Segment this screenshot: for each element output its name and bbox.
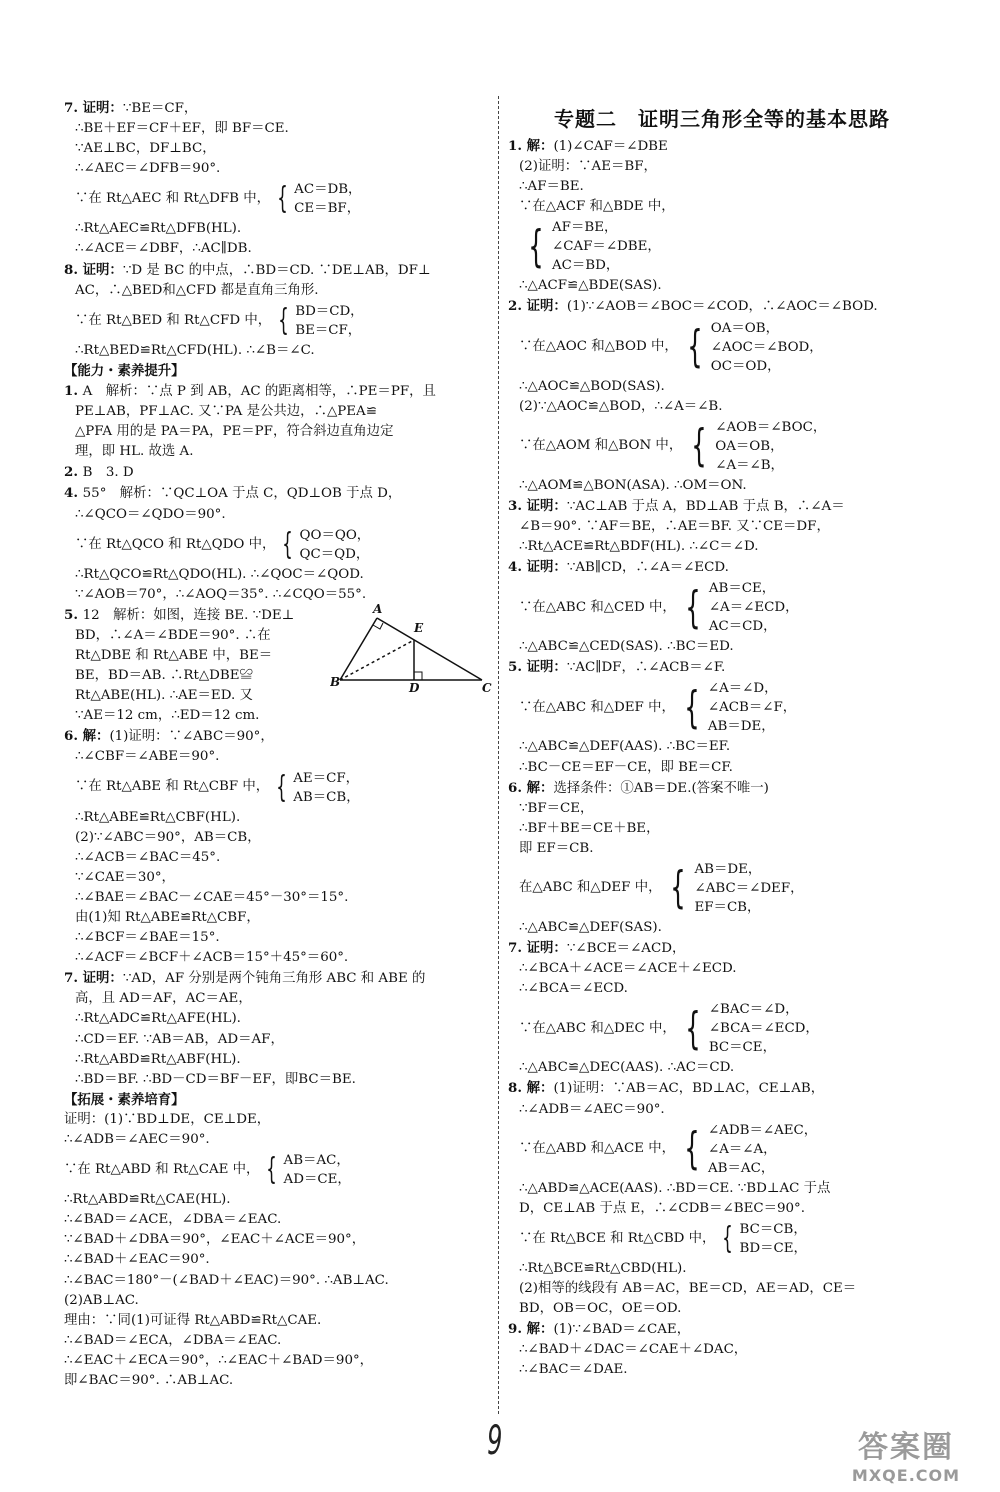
answer-line: ∴∠ACB＝∠BAC＝45°. xyxy=(75,849,221,865)
equation-system xyxy=(64,1151,489,1189)
system-intro: ∵在△ABC 和△DEF 中， xyxy=(519,699,675,715)
answer-line: 7. 证明：∵BE＝CF， xyxy=(64,100,198,116)
answer-line: ∴∠BCA＋∠ACE＝∠ACE＋∠ECD. xyxy=(519,961,737,977)
item-number: 1. 解： xyxy=(508,138,554,154)
answer-line: ∴∠ACF＝∠BCF＋∠ACB＝15°＋45°＝60°. xyxy=(75,950,349,966)
item-number: 3. 证明： xyxy=(508,497,567,514)
answer-line: (2)AB⊥AC. xyxy=(64,1292,139,1308)
item-number: 5. xyxy=(64,606,83,623)
answer-line: ∴△ABC≌△DEF(SAS). xyxy=(519,919,662,935)
system-intro: ∵在△ABC 和△CED 中， xyxy=(519,599,676,615)
system-row: QO＝QO， xyxy=(299,527,371,543)
equation-system xyxy=(508,579,936,636)
right-angle-d xyxy=(414,672,422,680)
item-number: 7. 证明： xyxy=(64,100,123,116)
answer-line: 证明：(1)∵BD⊥DE，CE⊥DE， xyxy=(64,1111,271,1127)
system-row: BC＝CB， xyxy=(739,1221,807,1237)
item-number: 9. 解： xyxy=(508,1321,554,1338)
answer-line: 即 EF＝CB. xyxy=(519,840,594,856)
answer-line: ∵AE＝12 cm，∴ED＝12 cm. xyxy=(75,708,260,724)
answer-line: ∴△ACF≌△BDE(SAS). xyxy=(519,278,662,294)
answer-line: (2)相等的线段有 AB＝AC，BE＝CD，AE＝AD，CE＝ xyxy=(519,1280,857,1296)
system-row: OA＝OB， xyxy=(715,438,784,454)
answer-line: ∴Rt△ABD≌Rt△CAE(HL). xyxy=(64,1192,231,1208)
system-row: ∠A＝∠ECD， xyxy=(708,600,799,616)
answer-line: 由(1)知 Rt△ABE≌Rt△CBF， xyxy=(75,910,260,925)
answer-line: ∴Rt△ADC≌Rt△AFE(HL). xyxy=(75,1011,241,1027)
watermark xyxy=(818,1430,994,1485)
item-number: 5. 证明： xyxy=(508,659,567,676)
answer-line: ∴Rt△QCO≌Rt△QDO(HL). ∴∠QOC＝∠QOD. xyxy=(75,566,364,582)
system-row: OA＝OB， xyxy=(710,320,780,336)
answer-line: ∴∠QCO＝∠QDO＝90°. xyxy=(75,506,226,522)
brace-symbol: { xyxy=(685,1002,701,1054)
system-row: ∠A＝∠A， xyxy=(708,1141,777,1157)
system-row: OC＝OD， xyxy=(710,358,781,374)
answer-line: 高，且 AD＝AF，AC＝AE， xyxy=(75,991,252,1007)
system-row: AB＝DE， xyxy=(694,861,762,877)
system-intro: ∵在△ABD 和△ACE 中， xyxy=(519,1141,675,1157)
answer-line: 6. 解：选择条件：①AB＝DE.(答案不唯一) xyxy=(508,779,769,796)
answer-line: ∴∠CBF＝∠ABE＝90°. xyxy=(75,749,220,765)
equation-system xyxy=(508,218,936,275)
brace-symbol: { xyxy=(528,220,544,272)
equation-system xyxy=(64,180,489,218)
brace-symbol: { xyxy=(691,420,707,472)
system-intro: ∵在△ABC 和△DEC 中， xyxy=(519,1020,676,1036)
answer-line: ∴∠ADB＝∠AEC＝90°. xyxy=(519,1101,665,1117)
system-row: AC＝BD， xyxy=(552,258,620,274)
page-number: 9 xyxy=(487,1418,503,1464)
segment-ac xyxy=(377,618,482,680)
system-row: ∠BCA＝∠ECD， xyxy=(708,1021,819,1037)
answer-line: ∴Rt△BCE≌Rt△CBD(HL). xyxy=(519,1260,687,1276)
brace-symbol: { xyxy=(684,681,700,733)
right-column xyxy=(508,98,936,1380)
brace-symbol: { xyxy=(684,1123,700,1175)
answer-line: 3. 证明：∵AC⊥AB 于点 A，BD⊥AB 于点 B，∴∠A＝ xyxy=(508,497,845,514)
answer-line: ∴△ABC≌△CED(SAS). ∴BC＝ED. xyxy=(519,639,734,655)
system-row: ∠ACB＝∠F， xyxy=(707,700,797,716)
system-row: BD＝CD， xyxy=(295,303,364,319)
answer-line: PE⊥AB，PF⊥AC. 又∵PA 是公共边，∴△PEA≌ xyxy=(75,404,377,420)
label-c: C xyxy=(482,681,492,692)
brace-symbol: { xyxy=(282,526,294,562)
answer-line: ∴∠BAD＝∠ECA，∠DBA＝∠EAC. xyxy=(64,1332,282,1348)
item-number: 6. 解： xyxy=(64,728,110,745)
answer-line: ∴BC－CE＝EF－CE，即 BE＝CF. xyxy=(519,759,733,775)
section-heading: 【拓展・素养培育】 xyxy=(64,1091,185,1108)
brace-symbol: { xyxy=(277,181,288,217)
label-b: B xyxy=(330,675,341,689)
section-heading: 【能力・素养提升】 xyxy=(64,362,185,379)
answer-line: Rt△ABE(HL). ∴AE＝ED. 又 xyxy=(75,688,253,704)
answer-line: 即∠BAC＝90°. ∴AB⊥AC. xyxy=(64,1372,234,1388)
equation-system xyxy=(508,1220,936,1258)
system-row: AB＝AC， xyxy=(283,1153,350,1169)
answer-line: ∴Rt△BED≌Rt△CFD(HL). ∴∠B＝∠C. xyxy=(75,342,315,358)
system-row: AE＝CF， xyxy=(293,770,360,786)
system-intro: ∵在 Rt△AEC 和 Rt△DFB 中， xyxy=(75,191,271,207)
answer-line: (2)∵△AOC≌△BOD，∴∠A＝∠B. xyxy=(519,398,723,414)
answer-line: ∠B＝90°. ∵AF＝BE，∴AE＝BF. 又∵CE＝DF， xyxy=(519,518,830,534)
system-intro: ∵在 Rt△QCO 和 Rt△QDO 中， xyxy=(75,536,276,552)
system-row: ∠A＝∠B， xyxy=(715,457,784,473)
system-row: AB＝CB， xyxy=(293,789,360,805)
system-row: AC＝DB， xyxy=(294,182,362,198)
answer-line: ∴∠BAE＝∠BAC－∠CAE＝45°－30°＝15°. xyxy=(75,889,349,905)
item-number: 8. 证明： xyxy=(64,261,123,278)
system-intro: ∵在 Rt△ABE 和 Rt△CBF 中， xyxy=(75,779,270,795)
system-intro: ∵在△AOC 和△BOD 中， xyxy=(519,339,678,355)
system-row: BC＝CE， xyxy=(708,1040,776,1056)
answer-line: ∴∠BAD＋∠DAC＝∠CAE＋∠DAC， xyxy=(519,1342,748,1358)
system-row: ∠ABC＝∠DEF， xyxy=(694,880,804,896)
answer-line: ∴∠EAC＋∠ECA＝90°，∴∠EAC＋∠BAD＝90°， xyxy=(64,1352,374,1368)
equation-system xyxy=(508,1000,936,1057)
system-intro: ∵在△AOM 和△BON 中， xyxy=(519,438,683,454)
answer-line: ∵∠AOB＝70°，∴∠AOQ＝35°. ∴∠CQO＝55°. xyxy=(75,586,367,602)
item-number: 6. 解： xyxy=(508,779,554,796)
answer-line: ∴BD＝BF. ∴BD－CD＝BF－EF，即BC＝BE. xyxy=(75,1071,356,1087)
column-divider xyxy=(498,96,499,1414)
equation-system xyxy=(508,860,936,917)
answer-line: 4. 55° 解析：∵QC⊥OA 于点 C，QD⊥OB 于点 D， xyxy=(64,485,402,502)
answer-line: BD，∴∠A＝∠BDE＝90°. ∴在 xyxy=(75,627,271,643)
answer-line: ∴∠BAC＝∠DAE. xyxy=(519,1362,628,1378)
answer-line: 4. 证明：∵AB∥CD，∴∠A＝∠ECD. xyxy=(508,559,729,576)
answer-line: ∴△AOM≌△BON(ASA). ∴OM＝ON. xyxy=(519,477,747,493)
answer-line: ∴∠BAD＝∠ACE，∠DBA＝∠EAC. xyxy=(64,1212,282,1228)
answer-line: 2. B 3. D xyxy=(64,464,134,481)
answer-line: ∴∠BCA＝∠ECD. xyxy=(519,981,628,997)
item-number: 8. 解： xyxy=(508,1080,554,1097)
brace-symbol: { xyxy=(266,1152,278,1188)
answer-line: ∴BF＋BE＝CE＋BE， xyxy=(519,820,660,836)
label-a: A xyxy=(373,602,383,616)
answer-line: 7. 证明：∵∠BCE＝∠ACD， xyxy=(508,940,686,957)
answer-line: 8. 证明：∵D 是 BC 的中点，∴BD＝CD. ∵DE⊥AB，DF⊥ xyxy=(64,261,431,278)
answer-line: ∴CD＝EF. ∵AB＝AB，AD＝AF， xyxy=(75,1031,284,1047)
system-row: ∠ADB＝∠AEC， xyxy=(708,1122,818,1138)
system-row: AB＝DE， xyxy=(707,719,775,735)
item-number: 7. 证明： xyxy=(508,940,567,957)
answer-line: (2)∵∠ABC＝90°，AB＝CB， xyxy=(75,829,261,845)
system-row: CE＝BF， xyxy=(294,201,361,217)
system-row: ∠AOC＝∠BOD， xyxy=(710,339,823,355)
item-number: 7. 证明： xyxy=(64,970,123,987)
brace-symbol: { xyxy=(278,302,289,338)
answer-line: ∴Rt△ACE≌Rt△BDF(HL). ∴∠C＝∠D. xyxy=(519,539,759,555)
brace-symbol: { xyxy=(687,321,703,373)
answer-line: 9. 解：(1)∵∠BAD＝∠CAE， xyxy=(508,1321,691,1338)
system-row: ∠AOB＝∠BOC， xyxy=(715,419,827,435)
answer-line: ∴∠BAC＝180°－(∠BAD＋∠EAC)＝90°. ∴AB⊥AC. xyxy=(64,1272,389,1288)
answer-line: ∴△AOC≌△BOD(SAS). xyxy=(519,378,665,394)
answer-line: Rt△DBE 和 Rt△ABE 中，BE＝ xyxy=(75,647,273,663)
equation-system xyxy=(508,679,936,736)
answer-line: ∴△ABD≌△ACE(AAS). ∴BD＝CE. ∵BD⊥AC 于点 xyxy=(519,1180,831,1196)
item-number: 4. xyxy=(64,485,83,502)
equation-system xyxy=(508,418,936,475)
answer-line: ∴∠ADB＝∠AEC＝90°. xyxy=(64,1132,210,1148)
equation-system xyxy=(64,302,489,340)
answer-line: BD，OB＝OC，OE＝OD. xyxy=(519,1301,682,1316)
system-row: AC＝CD， xyxy=(708,619,777,635)
section-title: 专题二 证明三角形全等的基本思路 xyxy=(554,107,890,131)
brace-symbol: { xyxy=(670,862,687,914)
system-intro: ∵在 Rt△BED 和 Rt△CFD 中， xyxy=(75,312,272,328)
answer-line: ∵BF＝CE， xyxy=(519,800,594,816)
answer-line: (2)证明：∵AE＝BF， xyxy=(519,159,657,175)
brace-symbol: { xyxy=(722,1220,734,1256)
system-row: AD＝CE， xyxy=(283,1172,351,1188)
item-number: 2. 证明： xyxy=(508,298,567,315)
system-row: BD＝CE， xyxy=(739,1240,807,1256)
answer-line: BE，BD＝AB. ∴Rt△DBE≌ xyxy=(75,668,253,684)
left-column xyxy=(64,98,489,1391)
watermark-text: 答案圈 xyxy=(858,1430,954,1465)
system-row: AF＝BE， xyxy=(552,220,618,236)
answer-line: ∴∠BAD＋∠EAC＝90°. xyxy=(64,1252,210,1268)
system-row: ∠A＝∠D， xyxy=(707,681,778,697)
system-row: ∠BAC＝∠D， xyxy=(708,1002,799,1018)
equation-system xyxy=(64,526,489,564)
answer-line: 8. 解：(1)证明：∵AB＝AC，BD⊥AC，CE⊥AB， xyxy=(508,1080,825,1097)
answer-line: ∵在△ACF 和△BDE 中， xyxy=(519,199,675,215)
answer-line: ∴△ABC≌△DEC(AAS). ∴AC＝CD. xyxy=(519,1060,735,1076)
answer-line: 5. 证明：∵AC∥DF，∴∠ACB＝∠F. xyxy=(508,659,726,676)
label-d: D xyxy=(409,681,420,692)
brace-symbol: { xyxy=(276,769,287,805)
system-row: AB＝CE， xyxy=(708,581,776,597)
watermark-url: MXQE.COM xyxy=(851,1466,961,1485)
answer-line: ∴Rt△AEC≌Rt△DFB(HL). xyxy=(75,221,242,237)
system-intro: ∵在 Rt△ABD 和 Rt△CAE 中， xyxy=(64,1162,260,1178)
answer-line: AC，∴△BED和△CFD 都是直角三角形. xyxy=(75,282,319,298)
system-row: ∠CAF＝∠DBE， xyxy=(552,239,661,255)
system-row: AB＝AC， xyxy=(708,1160,775,1176)
answer-line: 6. 解：(1)证明：∵∠ABC＝90°， xyxy=(64,728,274,745)
answer-line: ∴BE＋EF＝CF＋EF，即 BF＝CE. xyxy=(75,121,289,137)
answer-line: ∴△ABC≌△DEF(AAS). ∴BC＝EF. xyxy=(519,739,731,755)
equation-system xyxy=(508,1121,936,1178)
label-e: E xyxy=(414,621,424,635)
answer-line: 理，即 HL. 故选 A. xyxy=(75,444,194,460)
system-row: QC＝QD， xyxy=(299,546,370,562)
answer-line: 理由：∵同(1)可证得 Rt△ABD≌Rt△CAE. xyxy=(64,1312,322,1328)
answer-line: ∵AE⊥BC，DF⊥BC， xyxy=(75,141,216,157)
answer-line: D，CE⊥AB 于点 E，∴∠CDB＝∠BEC＝90°. xyxy=(519,1200,805,1216)
system-row: EF＝CB， xyxy=(694,899,761,915)
system-intro: 在△ABC 和△DEF 中， xyxy=(519,880,662,896)
equation-system xyxy=(64,769,489,807)
answer-line: ∴∠ACE＝∠DBF，∴AC∥DB. xyxy=(75,241,252,257)
item-number: 1. xyxy=(64,382,83,399)
answer-line: 1. A 解析：∵点 P 到 AB，AC 的距离相等，∴PE＝PF，且 xyxy=(64,382,436,399)
answer-line: ∴Rt△ABD≌Rt△ABF(HL). xyxy=(75,1051,241,1067)
right-angle-a xyxy=(373,623,383,629)
system-row: BE＝CF， xyxy=(295,322,362,338)
answer-line: 7. 证明：∵AD，AF 分别是两个钝角三角形 ABC 和 ABE 的 xyxy=(64,970,426,987)
system-intro: ∵在 Rt△BCE 和 Rt△CBD 中， xyxy=(519,1230,716,1246)
answer-line: ∴∠AEC＝∠DFB＝90°. xyxy=(75,161,221,177)
equation-system xyxy=(508,319,936,376)
item-number: 4. 证明： xyxy=(508,559,567,576)
answer-line: ∴∠BCF＝∠BAE＝15°. xyxy=(75,930,220,946)
answer-line: 1. 解：(1)∠CAF＝∠DBE xyxy=(508,138,668,154)
answer-line: ∵∠BAD＋∠DBA＝90°，∠EAC＋∠ACE＝90°， xyxy=(64,1232,366,1248)
answer-line: ∵∠CAE＝30°， xyxy=(75,869,175,885)
item-number: 2. xyxy=(64,464,83,481)
answer-line: 2. 证明：(1)∵∠AOB＝∠BOC＝∠COD，∴∠AOC＝∠BOD. xyxy=(508,298,878,315)
answer-line: ∴AF＝BE. xyxy=(519,179,584,195)
answer-line: 5. 12 解析：如图，连接 BE. ∵DE⊥ xyxy=(64,606,295,623)
brace-symbol: { xyxy=(685,581,701,633)
triangle-figure xyxy=(330,600,495,692)
answer-line: △PFA 用的是 PA＝PA，PE＝PF，符合斜边直角边定 xyxy=(75,424,394,440)
answer-line: ∴Rt△ABE≌Rt△CBF(HL). xyxy=(75,809,241,825)
